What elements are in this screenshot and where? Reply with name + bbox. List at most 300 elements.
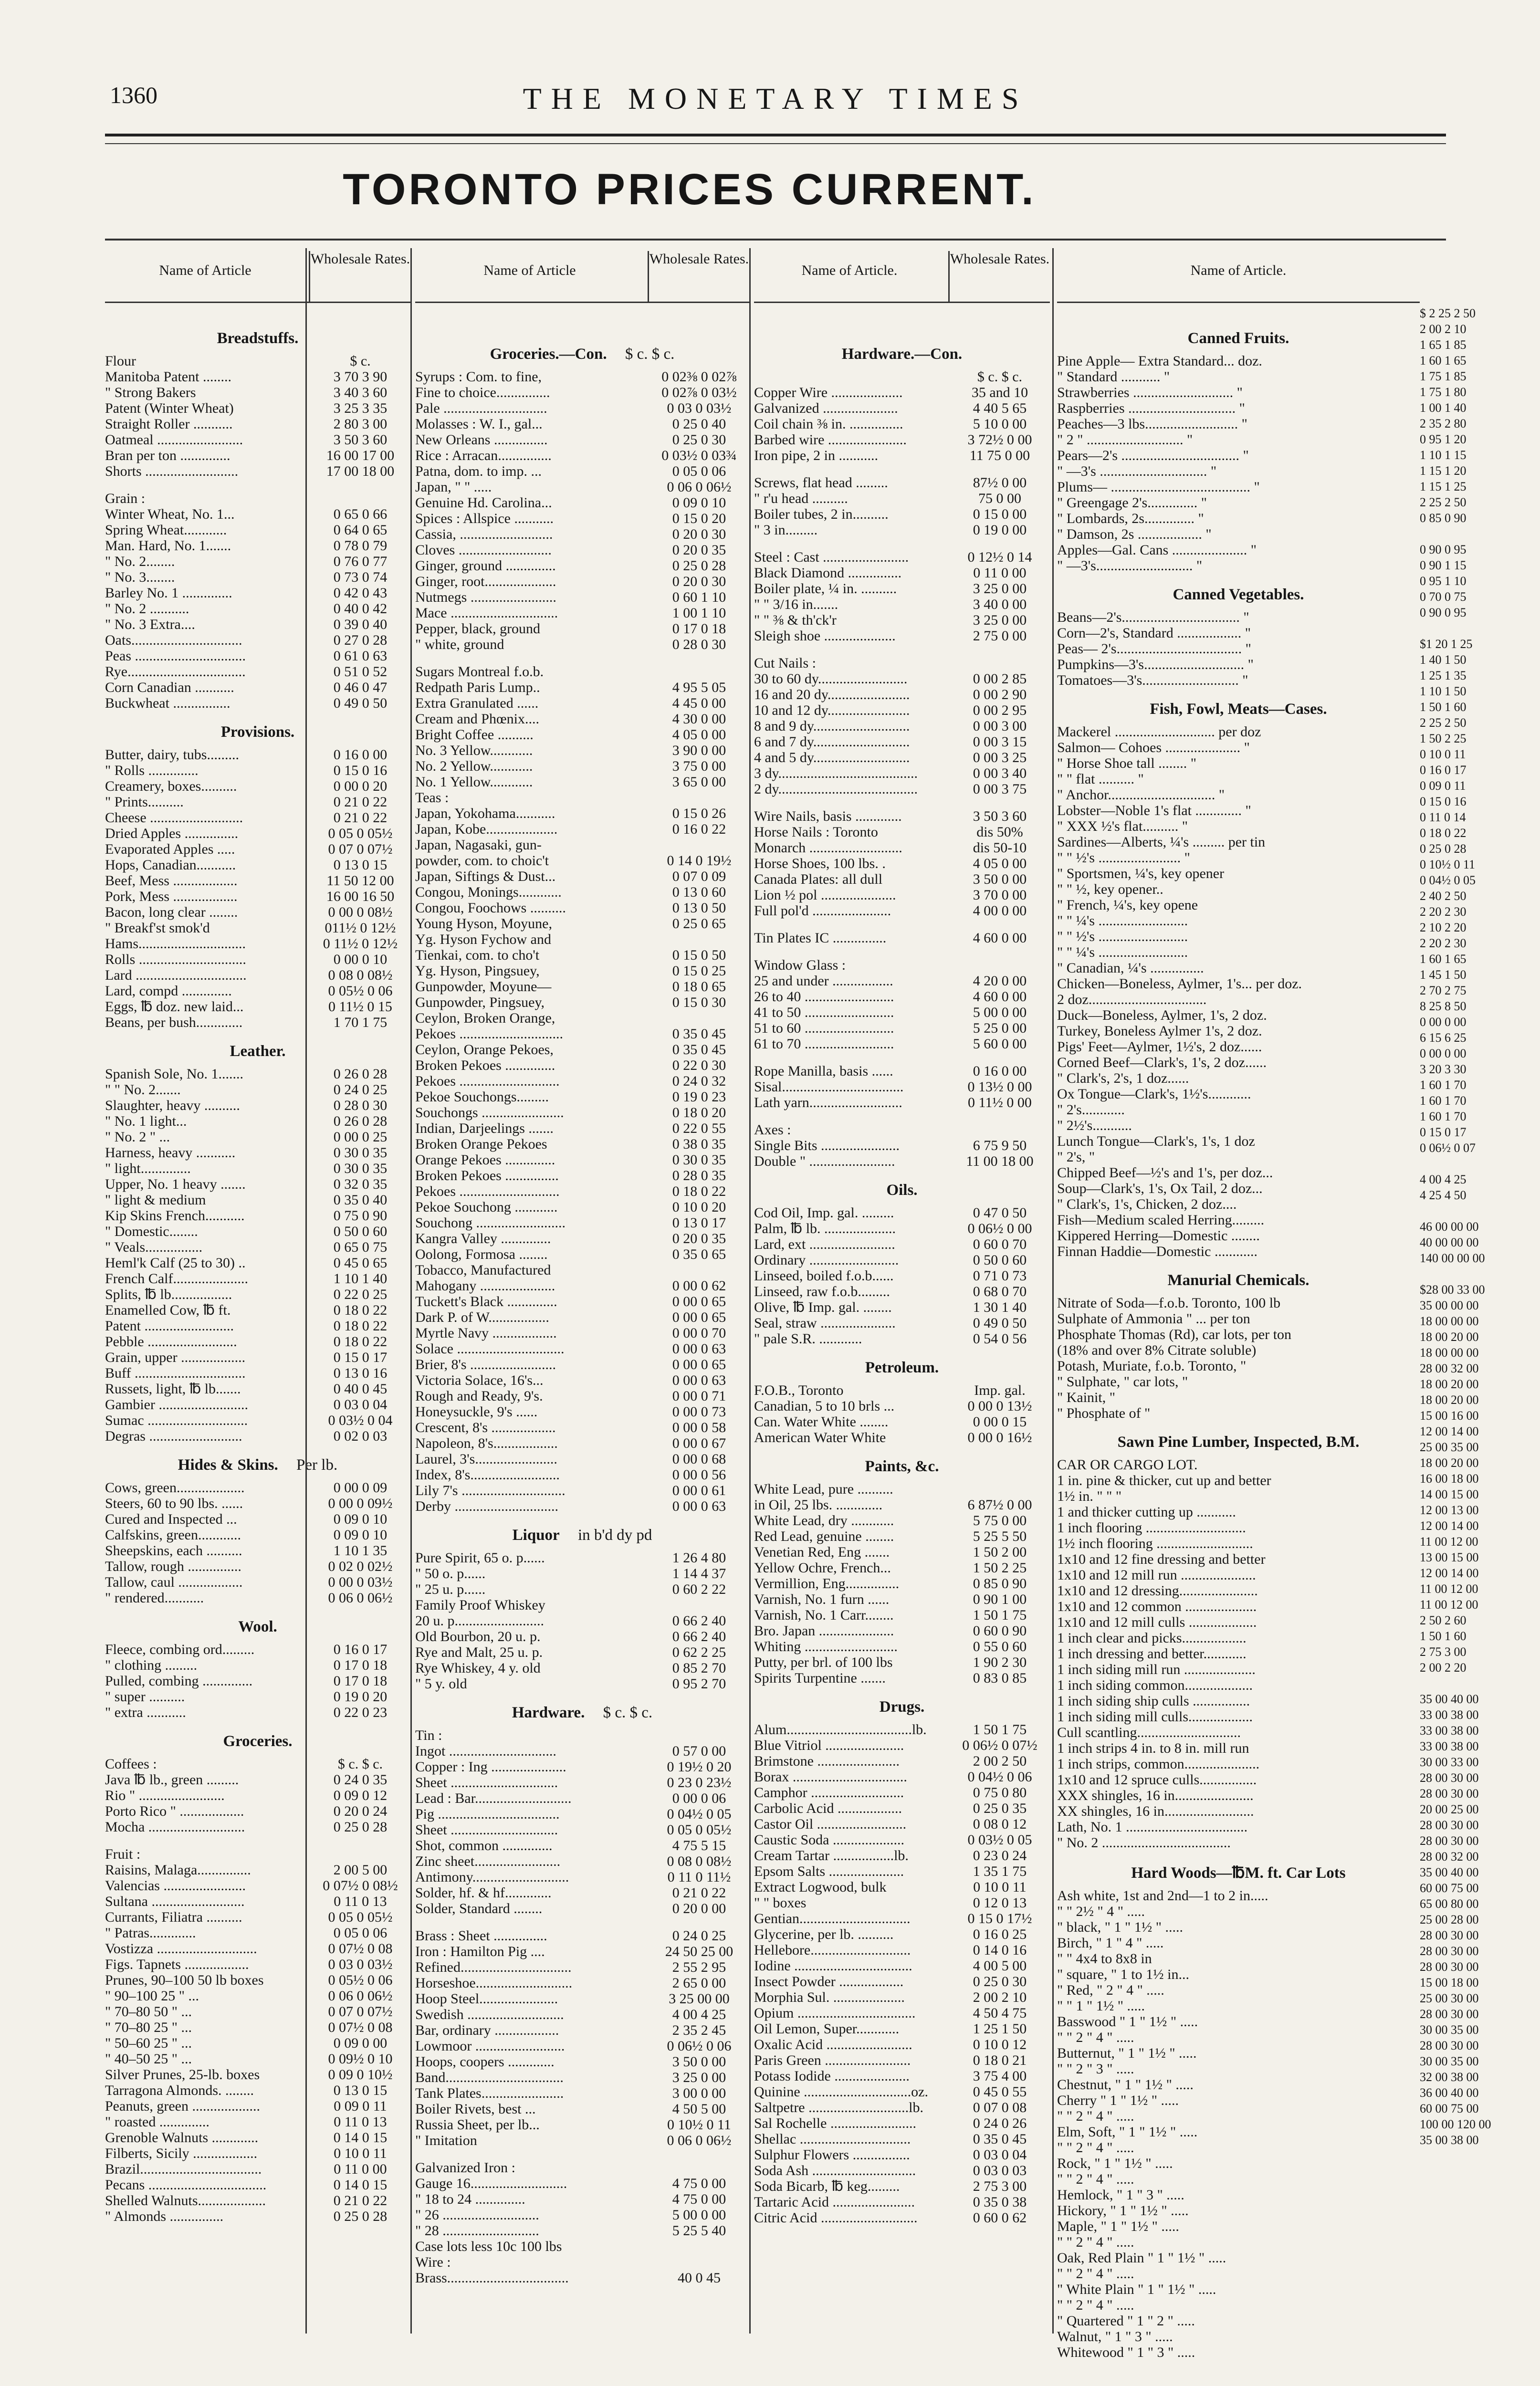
article-name: Raspberries .............................. " — [1057, 400, 1245, 416]
wholesale-rate: 0 09½ 0 10 — [328, 2051, 393, 2067]
price-row — [1057, 1196, 1420, 1212]
article-name: " —3's .............................. " — [1057, 463, 1217, 479]
article-name: Pekoe Souchongs......... — [415, 1089, 549, 1105]
rotated-price-list — [1420, 305, 1491, 2310]
wholesale-rate: 0 65 0 66 — [333, 506, 388, 522]
price-row — [105, 920, 410, 936]
price-row — [415, 1231, 749, 1246]
price-row — [754, 1895, 1050, 1911]
price-row — [1057, 2329, 1420, 2344]
section-heading: Liquor in b'd dy pd — [512, 1527, 652, 1544]
article-name: " Sulphate, " car lots, " — [1057, 1374, 1188, 1390]
price-row — [415, 994, 749, 1010]
wholesale-rate: 4 95 5 05 — [672, 680, 726, 695]
article-name: Alum...................................lb. — [754, 1722, 927, 1737]
article-name: Antimony........................... — [415, 1869, 569, 1885]
article-name: Peanuts, green ................... — [105, 2098, 260, 2114]
article-name: " Canadian, ¼'s ............... — [1057, 960, 1204, 976]
wholesale-rate: 3 50 0 00 — [973, 871, 1027, 887]
price-row — [1057, 2266, 1420, 2281]
wholesale-rate: 0 13 0 50 — [672, 900, 726, 916]
price-row — [105, 1657, 410, 1673]
article-name: " Domestic........ — [105, 1224, 198, 1239]
article-name: Tank Plates....................... — [415, 2085, 564, 2101]
article-name: " Sportsmen, ¼'s, key opener — [1057, 866, 1225, 881]
article-name: Man. Hard, No. 1....... — [105, 538, 231, 554]
rotated-price: 0 16 0 17 — [1420, 763, 1467, 777]
wholesale-rate: 0 00 0 70 — [672, 1325, 726, 1341]
article-name: " Lombards, 2s.............. " — [1057, 511, 1204, 526]
price-row — [754, 824, 1050, 840]
price-row — [1057, 740, 1420, 755]
price-row — [754, 1122, 1050, 1138]
article-name: Hoop Steel...................... — [415, 1991, 558, 2007]
price-row — [415, 1057, 749, 1073]
article-name: Case lots less 10c 100 lbs — [415, 2239, 562, 2254]
price-row — [754, 1722, 1050, 1737]
price-row — [105, 747, 410, 763]
wholesale-rate: 0 16 0 00 — [333, 747, 388, 763]
article-name: " " 3/16 in....... — [754, 596, 838, 612]
masthead — [105, 81, 1446, 138]
section-heading: Hardware. $ c. $ c. — [512, 1704, 653, 1721]
price-row — [105, 1287, 410, 1302]
wholesale-rate: 0 00 0 03½ — [328, 1574, 393, 1590]
wholesale-rate: 0 66 2 40 — [672, 1629, 726, 1644]
section-heading: Fish, Fowl, Meats—Cases. — [1150, 701, 1327, 718]
wholesale-rate: 0 18 0 20 — [672, 1105, 726, 1120]
wholesale-rate: 5 60 0 00 — [973, 1036, 1027, 1052]
price-row — [415, 1483, 749, 1498]
price-row — [105, 857, 410, 873]
article-name: Spanish Sole, No. 1....... — [105, 1066, 244, 1082]
wholesale-rate: 4 20 0 00 — [973, 973, 1027, 989]
price-row — [754, 400, 1050, 416]
article-name: Ginger, ground .............. — [415, 558, 556, 574]
article-name: Tallow, caul .................. — [105, 1574, 243, 1590]
wholesale-rate: 0 03 0 03½ — [328, 1957, 393, 1972]
article-name: Laurel, 3's....................... — [415, 1451, 557, 1467]
article-name: " " 2 " 4 " ..... — [1057, 2030, 1134, 2045]
wholesale-rate: 0 06 0 06½ — [667, 2133, 732, 2148]
price-row — [415, 2101, 749, 2117]
article-name: Pekoes ............................ — [415, 1183, 560, 1199]
price-row — [754, 1832, 1050, 1848]
wholesale-rate: 0 25 0 35 — [973, 1800, 1027, 1816]
article-name: Spirits Turpentine ....... — [754, 1670, 886, 1686]
rotated-price: 25 00 35 00 — [1420, 1440, 1479, 1454]
rotated-price: 0 95 1 10 — [1420, 574, 1467, 588]
article-name: 1 inch strips 4 in. to 8 in. mill run — [1057, 1740, 1249, 1756]
article-name: Old Bourbon, 20 u. p. — [415, 1629, 541, 1644]
wholesale-rate — [310, 1846, 410, 1862]
wholesale-rate: 0 03½ 0 03¾ — [661, 448, 737, 463]
price-row — [754, 1785, 1050, 1800]
rotated-price: 0 15 0 17 — [1420, 1125, 1467, 1139]
article-name: Winter Wheat, No. 1... — [105, 506, 235, 522]
rotated-price: 28 00 30 00 — [1420, 1834, 1479, 1848]
price-row — [415, 695, 749, 711]
price-row — [105, 1397, 410, 1413]
article-name: Tomatoes—3's........................... " — [1057, 672, 1248, 688]
article-name: Axes : — [754, 1122, 791, 1138]
rotated-price: 1 10 1 15 — [1420, 448, 1467, 462]
wholesale-rate: 0 13 0 17 — [672, 1215, 726, 1231]
article-name: " 90–100 25 " ... — [105, 1988, 199, 2004]
price-row — [1057, 1888, 1420, 1904]
wholesale-rate: 0 25 0 28 — [333, 2208, 388, 2224]
wholesale-rate: 0 51 0 52 — [333, 664, 388, 680]
price-row — [105, 1788, 410, 1803]
price-row — [105, 2067, 410, 2083]
wholesale-rate: 0 00 2 90 — [973, 687, 1027, 702]
price-row — [105, 1224, 410, 1239]
article-name: Tartaric Acid ....................... — [754, 2194, 915, 2210]
price-row — [415, 1743, 749, 1759]
rotated-price: 18 00 00 00 — [1420, 1346, 1479, 1360]
price-row — [1057, 771, 1420, 787]
rotated-price: 1 60 1 65 — [1420, 354, 1467, 367]
section-heading: Sawn Pine Lumber, Inspected, B.M. — [1117, 1434, 1360, 1451]
wholesale-rate: 1 35 1 75 — [973, 1863, 1027, 1879]
price-row — [415, 979, 749, 994]
price-row — [754, 2100, 1050, 2115]
rotated-price: 1 25 1 35 — [1420, 669, 1467, 682]
wholesale-rate: 0 00 0 63 — [672, 1372, 726, 1388]
article-name: " No. 3 Extra.... — [105, 617, 195, 632]
article-name: " 70–80 50 " ... — [105, 2004, 192, 2020]
wholesale-rate: 1 50 1 75 — [973, 1607, 1027, 1623]
article-name: Palm, ℔ lb. .................... — [754, 1221, 896, 1236]
article-name: Castor Oil ......................... — [754, 1816, 907, 1832]
price-row — [105, 1894, 410, 1909]
price-row — [415, 1822, 749, 1838]
article-name: Russia Sheet, per lb... — [415, 2117, 540, 2133]
wholesale-rate: 4 05 0 00 — [973, 856, 1027, 871]
price-row — [415, 1026, 749, 1042]
price-row — [415, 1597, 749, 1613]
rotated-price: 1 60 1 70 — [1420, 1078, 1467, 1092]
article-name: XXX shingles, 16 in...................... — [1057, 1788, 1254, 1803]
price-row — [1057, 1327, 1420, 1342]
price-row — [1057, 2171, 1420, 2187]
article-name: Napoleon, 8's.................. — [415, 1435, 558, 1451]
article-name: Nutmegs ........................ — [415, 589, 556, 605]
article-name: Tienkai, com. to cho't — [415, 947, 540, 963]
wholesale-rate: 0 28 0 30 — [333, 1098, 388, 1113]
article-name: Iron pipe, 2 in ........... — [754, 448, 878, 463]
rotated-price: 35 00 00 00 — [1420, 1298, 1479, 1312]
wholesale-rate: 1 50 1 75 — [973, 1722, 1027, 1737]
wholesale-rate: 0 27 0 28 — [333, 632, 388, 648]
price-row — [415, 1613, 749, 1629]
wholesale-rate — [649, 2160, 749, 2176]
wholesale-rate: 0 85 2 70 — [672, 1660, 726, 1676]
price-row — [1057, 2030, 1420, 2045]
rotated-price: $1 20 1 25 — [1420, 637, 1473, 651]
wholesale-rate: 0 11 0 13 — [334, 2114, 387, 2130]
price-row — [1057, 416, 1420, 432]
price-row — [415, 2270, 749, 2286]
article-name: Japan, " " ..... — [415, 479, 492, 495]
article-name: " Clark's, 1's, Chicken, 2 doz.... — [1057, 1196, 1237, 1212]
rotated-price: 2 10 2 20 — [1420, 921, 1467, 934]
article-name: Rock, " 1 " 1½ " ..... — [1057, 2156, 1173, 2171]
article-name: Sugars Montreal f.o.b. — [415, 664, 544, 680]
wholesale-rate: 0 15 0 50 — [672, 947, 726, 963]
wholesale-rate: 0 60 0 62 — [973, 2210, 1027, 2226]
rotated-price: 0 70 0 75 — [1420, 590, 1467, 604]
wholesale-rate: 4 50 4 75 — [973, 2005, 1027, 2021]
price-row — [754, 734, 1050, 750]
price-row — [1057, 448, 1420, 463]
price-row — [415, 1838, 749, 1853]
article-name: Buckwheat ................ — [105, 695, 230, 711]
article-name: Souchongs ....................... — [415, 1105, 564, 1120]
rotated-price: 28 00 30 00 — [1420, 2039, 1479, 2052]
price-row — [754, 2194, 1050, 2210]
wholesale-rate: 0 73 0 74 — [333, 569, 388, 585]
price-row — [415, 1215, 749, 1231]
article-name: " " 2 " 4 " ..... — [1057, 2266, 1134, 2281]
price-row — [754, 989, 1050, 1005]
article-name: Orange Pekoes .............. — [415, 1152, 555, 1168]
wholesale-rate: 0 13 0 15 — [333, 857, 388, 873]
rotated-price: 2 00 2 10 — [1420, 322, 1467, 336]
article-name: Peaches—3 lbs.......................... " — [1057, 416, 1247, 432]
masthead-rule — [105, 134, 1446, 136]
wholesale-rate: 0 12½ 0 14 — [967, 549, 1032, 565]
article-name: Patent ......................... — [105, 1318, 234, 1334]
article-name: " Phosphate of " — [1057, 1405, 1151, 1421]
price-row — [415, 1168, 749, 1183]
article-name: Black Diamond ............... — [754, 565, 902, 581]
article-name: Hoops, coopers ............. — [415, 2054, 555, 2070]
rotated-price: 1 00 1 40 — [1420, 401, 1467, 415]
article-name: Lard, compd .............. — [105, 983, 232, 999]
price-row — [754, 1591, 1050, 1607]
article-name: Chestnut, " 1 " 1½ " ..... — [1057, 2077, 1194, 2093]
price-row — [415, 2207, 749, 2223]
price-row — [105, 1208, 410, 1224]
price-row — [754, 973, 1050, 989]
price-row — [1057, 1614, 1420, 1630]
rotated-price: 14 00 15 00 — [1420, 1487, 1479, 1501]
article-name: Porto Rico " .................. — [105, 1803, 244, 1819]
article-name: Pure Spirit, 65 o. p...... — [415, 1550, 545, 1566]
column-header — [415, 248, 749, 303]
wholesale-rate: 5 00 0 00 — [973, 1005, 1027, 1020]
section-heading: Leather. — [230, 1043, 286, 1060]
price-row — [415, 495, 749, 511]
article-name: " —3's........................... " — [1057, 558, 1203, 574]
article-name: Japan, Yokohama........... — [415, 806, 555, 821]
price-row — [1057, 2203, 1420, 2219]
wholesale-rate: 0 07 0 07½ — [328, 841, 393, 857]
rotated-price: 2 25 2 50 — [1420, 495, 1467, 509]
price-row — [754, 2147, 1050, 2163]
wholesale-rate — [950, 655, 1050, 671]
price-row — [754, 671, 1050, 687]
price-row — [105, 1318, 410, 1334]
price-row — [415, 947, 749, 963]
wholesale-rate: Imp. gal. — [974, 1382, 1026, 1398]
price-row — [1057, 1342, 1420, 1358]
wholesale-rate: 0 18 0 22 — [333, 1334, 388, 1350]
price-row — [754, 1036, 1050, 1052]
article-name: Genuine Hd. Carolina... — [415, 495, 552, 511]
article-name: " clothing ......... — [105, 1657, 198, 1673]
rotated-price: 18 00 00 00 — [1420, 1314, 1479, 1328]
price-row — [1057, 1086, 1420, 1102]
rotated-price: 33 00 38 00 — [1420, 1724, 1479, 1737]
article-name: Splits, ℔ lb................. — [105, 1287, 232, 1302]
article-name: " Clark's, 2's, 1 doz...... — [1057, 1070, 1189, 1086]
wholesale-rate: 0 00 0 65 — [672, 1357, 726, 1372]
wholesale-rate: 0 05½ 0 06 — [328, 1972, 393, 1988]
wholesale-rate: 0 22 0 25 — [333, 1287, 388, 1302]
rotated-price: 13 00 15 00 — [1420, 1550, 1479, 1564]
price-row — [754, 2163, 1050, 2178]
article-name: " XXX ½'s flat.......... " — [1057, 818, 1188, 834]
article-name: Galvanized ..................... — [754, 400, 898, 416]
wholesale-rate: 0 00 0 13½ — [967, 1398, 1032, 1414]
rotated-price: 2 25 2 50 — [1420, 716, 1467, 730]
price-column-3 — [754, 248, 1050, 2334]
price-row — [754, 2052, 1050, 2068]
wholesale-rate: 1 25 1 50 — [973, 2021, 1027, 2037]
wholesale-rate: 2 00 2 10 — [973, 1989, 1027, 2005]
price-row — [105, 632, 410, 648]
price-row — [415, 2254, 749, 2270]
price-row — [1057, 1677, 1420, 1693]
article-name: Hops, Canadian........... — [105, 857, 236, 873]
rotated-price: 15 00 16 00 — [1420, 1409, 1479, 1423]
article-name: Horse Shoes, 100 lbs. . — [754, 856, 886, 871]
article-name: Screws, flat head ......... — [754, 475, 888, 491]
price-row — [415, 2223, 749, 2239]
column-header — [105, 248, 410, 303]
article-name: Kip Skins French........... — [105, 1208, 245, 1224]
rotated-price: 1 50 1 60 — [1420, 1629, 1467, 1643]
price-row — [415, 790, 749, 806]
article-name: Soda Ash ............................. — [754, 2163, 916, 2178]
price-row — [754, 2068, 1050, 2084]
price-row — [415, 2160, 749, 2176]
wholesale-rate: 0 35 0 45 — [973, 2131, 1027, 2147]
wholesale-rate: 3 50 3 60 — [973, 808, 1027, 824]
article-name: Borax ................................ — [754, 1769, 907, 1785]
article-name: Solace .............................. — [415, 1341, 565, 1357]
price-row — [754, 549, 1050, 565]
wholesale-rate: 0 03½ 0 04 — [328, 1413, 393, 1428]
article-name: Lunch Tongue—Clark's, 1's, 1 doz — [1057, 1133, 1255, 1149]
article-name: Butter, dairy, tubs......... — [105, 747, 239, 763]
article-name: " 2½'s........... — [1057, 1118, 1132, 1133]
wholesale-rate: 0 05 0 05½ — [328, 1909, 393, 1925]
article-name: Pekoes ............................. — [415, 1026, 563, 1042]
price-row — [1057, 1473, 1420, 1488]
article-name: Walnut, " 1 " 3 " ..... — [1057, 2329, 1173, 2344]
article-name: Oxalic Acid ........................ — [754, 2037, 912, 2052]
rotated-price: 0 90 0 95 — [1420, 606, 1467, 619]
wholesale-rate: 0 39 0 40 — [333, 617, 388, 632]
rotated-price: 18 00 20 00 — [1420, 1377, 1479, 1391]
price-row — [105, 1590, 410, 1606]
price-row — [1057, 1102, 1420, 1118]
wholesale-rate: 0 60 1 10 — [672, 589, 726, 605]
article-name: 16 and 20 dy....................... — [754, 687, 910, 702]
wholesale-rate: 0 04½ 0 06 — [967, 1769, 1032, 1785]
rotated-price: 2 70 2 75 — [1420, 984, 1467, 997]
wholesale-rate: 0 21 0 22 — [333, 794, 388, 810]
price-row — [1057, 913, 1420, 929]
wholesale-rate: 16 00 17 00 — [326, 448, 395, 463]
price-row — [415, 1550, 749, 1566]
wholesale-rate: 0 00 0 63 — [672, 1341, 726, 1357]
price-row — [105, 1255, 410, 1271]
wholesale-rate: 0 00 0 61 — [672, 1483, 726, 1498]
rotated-price: 28 00 32 00 — [1420, 1850, 1479, 1863]
article-name: " " ⅜ & th'ck'r — [754, 612, 837, 628]
article-name: " " flat .......... " — [1057, 771, 1144, 787]
price-row — [105, 695, 410, 711]
column-divider — [305, 248, 307, 2334]
price-row — [1057, 1646, 1420, 1662]
article-name: 25 and under ................. — [754, 973, 893, 989]
wholesale-rate: 0 24 0 35 — [333, 1772, 388, 1788]
price-row — [105, 2130, 410, 2145]
article-name: Mahogany ..................... — [415, 1278, 555, 1294]
article-name: Figs. Tapnets .................. — [105, 1957, 249, 1972]
price-row — [754, 1974, 1050, 1989]
price-row — [105, 1302, 410, 1318]
price-row — [415, 743, 749, 758]
price-row — [415, 1498, 749, 1514]
wholesale-rate: 0 07½ 0 08½ — [323, 1878, 398, 1894]
article-name: Cassia, .......................... — [415, 526, 553, 542]
article-name: Ingot .............................. — [415, 1743, 556, 1759]
article-name: Sisal.................................. — [754, 1079, 904, 1095]
rotated-price: 60 00 75 00 — [1420, 1881, 1479, 1895]
section-heading: Canned Vegetables. — [1173, 586, 1304, 603]
price-row — [415, 1042, 749, 1057]
article-name: Butternut, " 1 " 1½ " ..... — [1057, 2045, 1197, 2061]
article-name: Corn Canadian ........... — [105, 680, 234, 695]
price-row — [105, 2051, 410, 2067]
article-name: 1x10 and 12 dressing...................... — [1057, 1583, 1258, 1599]
article-name: 1 inch flooring ............................ — [1057, 1520, 1246, 1536]
wholesale-rate: 0 26 0 28 — [333, 1066, 388, 1082]
price-row — [754, 1639, 1050, 1654]
wholesale-rate — [649, 1010, 749, 1026]
wholesale-rate: 0 06 0 06½ — [667, 479, 732, 495]
wholesale-rate: 4 75 5 15 — [672, 1838, 726, 1853]
price-row — [105, 1972, 410, 1988]
price-row — [105, 448, 410, 463]
price-row — [1057, 2045, 1420, 2061]
wholesale-rate: 0 46 0 47 — [333, 680, 388, 695]
page-title: TORONTO PRICES CURRENT. — [343, 165, 1037, 214]
price-row — [1057, 1536, 1420, 1551]
price-row — [1057, 2014, 1420, 2030]
rotated-price: 28 00 30 00 — [1420, 1771, 1479, 1785]
article-name: White Lead, dry ............ — [754, 1513, 894, 1528]
price-row — [415, 664, 749, 680]
article-name: " 25 u. p...... — [415, 1581, 486, 1597]
price-row — [754, 1414, 1050, 1430]
article-name: Hellebore............................ — [754, 1942, 911, 1958]
